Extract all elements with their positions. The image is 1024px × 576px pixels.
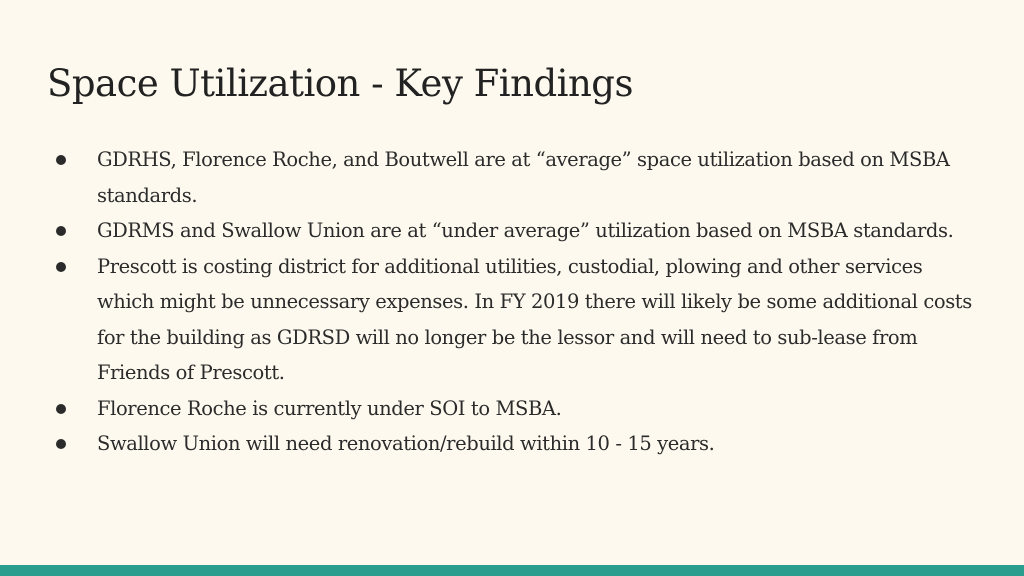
bullet-dot-icon <box>56 226 66 236</box>
footer-accent-bar <box>0 565 1024 576</box>
list-item-text: Florence Roche is currently under SOI to MSBA. <box>97 396 562 420</box>
list-item <box>54 142 984 213</box>
list-item-text: Swallow Union will need renovation/rebuild within 10 - 15 years. <box>97 432 715 455</box>
list-item-text: Prescott is costing district for additional utilities, custodial, plowing and other services which might be unnecessary expenses. In FY 2019 there will likely be some additional costs for the building as GDRSD will no longer be the lessor and will need to sub-lease from Friends of Prescott. <box>97 254 972 384</box>
slide-title: Space Utilization - Key Findings <box>47 62 633 105</box>
list-item-text: GDRMS and Swallow Union are at “under average” utilization based on MSBA standards. <box>97 219 954 242</box>
list-item <box>54 249 984 391</box>
findings-list <box>54 142 984 462</box>
bullet-dot-icon <box>56 262 66 272</box>
list-item <box>54 391 984 427</box>
list-item <box>54 426 984 462</box>
bullet-dot-icon <box>56 404 66 414</box>
bullet-dot-icon <box>56 155 66 165</box>
list-item-text: GDRHS, Florence Roche, and Boutwell are at “average” space utilization based on MSBA standards. <box>97 148 950 207</box>
bullet-dot-icon <box>56 439 66 449</box>
list-item <box>54 213 984 249</box>
